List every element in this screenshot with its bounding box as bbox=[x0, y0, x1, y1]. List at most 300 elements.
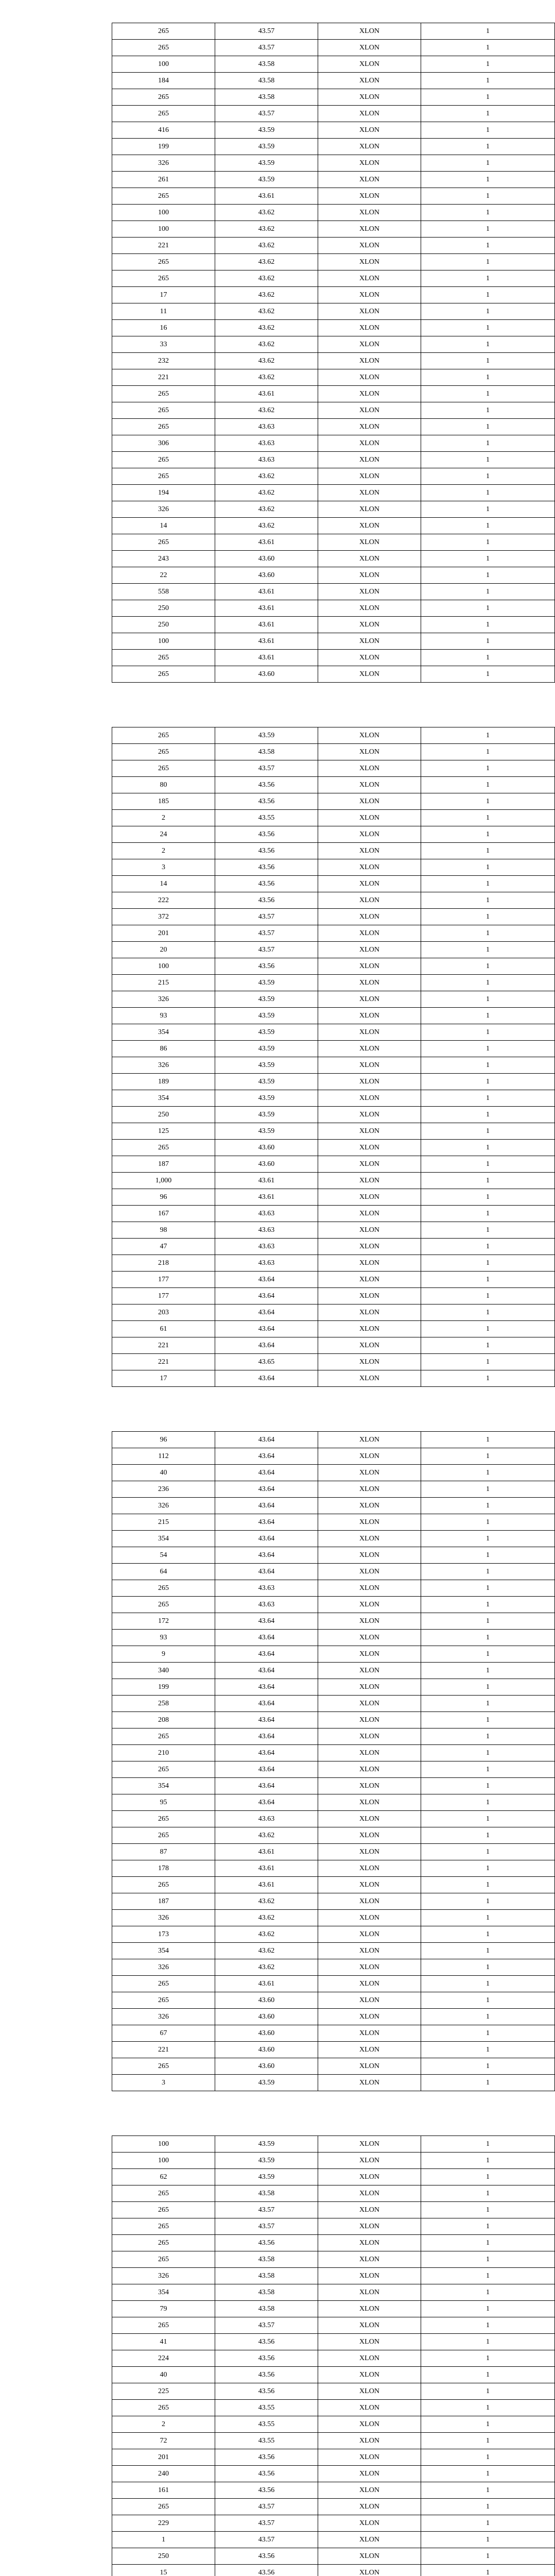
time-cell: 1 bbox=[421, 1123, 555, 1140]
price-cell: 43.57 bbox=[215, 909, 318, 925]
venue-cell: XLON bbox=[318, 2565, 421, 2576]
table-row bbox=[112, 238, 555, 254]
volume-cell: 265 bbox=[112, 452, 215, 468]
volume-cell: 15 bbox=[112, 2565, 215, 2576]
table-row bbox=[112, 2532, 555, 2548]
table-row bbox=[112, 1696, 555, 1712]
price-cell: 43.61 bbox=[215, 1844, 318, 1860]
table-row bbox=[112, 402, 555, 419]
table-row bbox=[112, 2153, 555, 2169]
venue-cell: XLON bbox=[318, 254, 421, 270]
table-row bbox=[112, 1255, 555, 1272]
table-row bbox=[112, 2301, 555, 2317]
table-row bbox=[112, 1926, 555, 1943]
venue-cell: XLON bbox=[318, 826, 421, 843]
table-row bbox=[112, 826, 555, 843]
table-row bbox=[112, 1712, 555, 1728]
table-row bbox=[112, 1564, 555, 1580]
table-row bbox=[112, 1432, 555, 1448]
time-cell: 1 bbox=[421, 2202, 555, 2218]
venue-cell: XLON bbox=[318, 2317, 421, 2334]
time-cell: 1 bbox=[421, 1107, 555, 1123]
volume-cell: 80 bbox=[112, 777, 215, 793]
volume-cell: 41 bbox=[112, 2334, 215, 2350]
venue-cell: XLON bbox=[318, 452, 421, 468]
table-row bbox=[112, 1008, 555, 1024]
price-cell: 43.59 bbox=[215, 1008, 318, 1024]
venue-cell: XLON bbox=[318, 942, 421, 958]
table-row bbox=[112, 1959, 555, 1976]
price-cell: 43.61 bbox=[215, 534, 318, 551]
volume-cell: 98 bbox=[112, 1222, 215, 1239]
time-cell: 1 bbox=[421, 810, 555, 826]
table-row bbox=[112, 2317, 555, 2334]
venue-cell: XLON bbox=[318, 1761, 421, 1778]
table-row bbox=[112, 760, 555, 777]
table-row bbox=[112, 859, 555, 876]
volume-cell: 177 bbox=[112, 1288, 215, 1304]
table-row bbox=[112, 485, 555, 501]
time-cell: 1 bbox=[421, 2515, 555, 2532]
venue-cell: XLON bbox=[318, 56, 421, 73]
time-cell: 1 bbox=[421, 106, 555, 122]
time-cell: 1 bbox=[421, 1893, 555, 1910]
price-cell: 43.61 bbox=[215, 633, 318, 650]
table-row bbox=[112, 925, 555, 942]
time-cell: 1 bbox=[421, 666, 555, 683]
price-cell: 43.60 bbox=[215, 2025, 318, 2042]
venue-cell: XLON bbox=[318, 2301, 421, 2317]
venue-cell: XLON bbox=[318, 2202, 421, 2218]
venue-cell: XLON bbox=[318, 1926, 421, 1943]
volume-cell: 218 bbox=[112, 1255, 215, 1272]
table-row bbox=[112, 2284, 555, 2301]
volume-cell: 185 bbox=[112, 793, 215, 810]
price-cell: 43.57 bbox=[215, 40, 318, 56]
time-cell: 1 bbox=[421, 1498, 555, 1514]
price-cell: 43.56 bbox=[215, 843, 318, 859]
time-cell: 1 bbox=[421, 2449, 555, 2466]
volume-cell: 265 bbox=[112, 1580, 215, 1597]
price-cell: 43.63 bbox=[215, 419, 318, 435]
time-cell: 1 bbox=[421, 876, 555, 892]
volume-cell: 33 bbox=[112, 336, 215, 353]
volume-cell: 1 bbox=[112, 2532, 215, 2548]
volume-cell: 3 bbox=[112, 859, 215, 876]
time-cell: 1 bbox=[421, 23, 555, 40]
volume-cell: 326 bbox=[112, 2009, 215, 2025]
volume-cell: 265 bbox=[112, 1140, 215, 1156]
table-row bbox=[112, 2235, 555, 2251]
price-cell: 43.64 bbox=[215, 1531, 318, 1547]
table-row bbox=[112, 155, 555, 172]
price-cell: 43.62 bbox=[215, 518, 318, 534]
venue-cell: XLON bbox=[318, 270, 421, 287]
venue-cell: XLON bbox=[318, 1514, 421, 1531]
time-cell: 1 bbox=[421, 617, 555, 633]
time-cell: 1 bbox=[421, 826, 555, 843]
venue-cell: XLON bbox=[318, 600, 421, 617]
time-cell: 1 bbox=[421, 1613, 555, 1630]
time-cell: 1 bbox=[421, 1156, 555, 1173]
venue-cell: XLON bbox=[318, 1712, 421, 1728]
time-cell: 1 bbox=[421, 2025, 555, 2042]
venue-cell: XLON bbox=[318, 1992, 421, 2009]
price-cell: 43.59 bbox=[215, 2153, 318, 2169]
volume-cell: 20 bbox=[112, 942, 215, 958]
time-cell: 1 bbox=[421, 1465, 555, 1481]
time-cell: 1 bbox=[421, 942, 555, 958]
price-cell: 43.56 bbox=[215, 2482, 318, 2499]
price-cell: 43.59 bbox=[215, 1090, 318, 1107]
table-row bbox=[112, 2367, 555, 2383]
table-row bbox=[112, 727, 555, 744]
price-cell: 43.62 bbox=[215, 336, 318, 353]
price-cell: 43.62 bbox=[215, 1827, 318, 1844]
venue-cell: XLON bbox=[318, 1156, 421, 1173]
volume-cell: 265 bbox=[112, 1728, 215, 1745]
price-cell: 43.57 bbox=[215, 760, 318, 777]
table-row bbox=[112, 1288, 555, 1304]
time-cell: 1 bbox=[421, 336, 555, 353]
volume-cell: 221 bbox=[112, 2042, 215, 2058]
venue-cell: XLON bbox=[318, 925, 421, 942]
volume-cell: 265 bbox=[112, 188, 215, 205]
volume-cell: 265 bbox=[112, 402, 215, 419]
venue-cell: XLON bbox=[318, 106, 421, 122]
venue-cell: XLON bbox=[318, 2251, 421, 2268]
volume-cell: 3 bbox=[112, 2075, 215, 2091]
time-cell: 1 bbox=[421, 2153, 555, 2169]
price-cell: 43.59 bbox=[215, 2075, 318, 2091]
table-row bbox=[112, 1844, 555, 1860]
time-cell: 1 bbox=[421, 1288, 555, 1304]
table-row bbox=[112, 303, 555, 320]
table-row bbox=[112, 518, 555, 534]
volume-cell: 64 bbox=[112, 1564, 215, 1580]
price-cell: 43.57 bbox=[215, 2202, 318, 2218]
venue-cell: XLON bbox=[318, 419, 421, 435]
price-cell: 43.60 bbox=[215, 2042, 318, 2058]
venue-cell: XLON bbox=[318, 2548, 421, 2565]
price-cell: 43.59 bbox=[215, 727, 318, 744]
venue-cell: XLON bbox=[318, 2235, 421, 2251]
table-row bbox=[112, 2268, 555, 2284]
price-cell: 43.64 bbox=[215, 1630, 318, 1646]
price-cell: 43.59 bbox=[215, 172, 318, 188]
time-cell: 1 bbox=[421, 567, 555, 584]
venue-cell: XLON bbox=[318, 1173, 421, 1189]
venue-cell: XLON bbox=[318, 122, 421, 139]
time-cell: 1 bbox=[421, 254, 555, 270]
price-cell: 43.62 bbox=[215, 238, 318, 254]
venue-cell: XLON bbox=[318, 650, 421, 666]
venue-cell: XLON bbox=[318, 353, 421, 369]
venue-cell: XLON bbox=[318, 2169, 421, 2185]
volume-cell: 100 bbox=[112, 205, 215, 221]
price-cell: 43.58 bbox=[215, 2268, 318, 2284]
time-cell: 1 bbox=[421, 744, 555, 760]
time-cell: 1 bbox=[421, 633, 555, 650]
venue-cell: XLON bbox=[318, 1564, 421, 1580]
price-cell: 43.59 bbox=[215, 1074, 318, 1090]
time-cell: 1 bbox=[421, 2433, 555, 2449]
price-cell: 43.58 bbox=[215, 2301, 318, 2317]
volume-cell: 177 bbox=[112, 1272, 215, 1288]
table-row bbox=[112, 73, 555, 89]
time-cell: 1 bbox=[421, 2334, 555, 2350]
table-row bbox=[112, 1893, 555, 1910]
venue-cell: XLON bbox=[318, 1663, 421, 1679]
volume-cell: 558 bbox=[112, 584, 215, 600]
time-cell: 1 bbox=[421, 1910, 555, 1926]
time-cell: 1 bbox=[421, 1663, 555, 1679]
venue-cell: XLON bbox=[318, 2350, 421, 2367]
time-cell: 1 bbox=[421, 205, 555, 221]
table-row bbox=[112, 810, 555, 826]
time-cell: 1 bbox=[421, 1481, 555, 1498]
volume-cell: 372 bbox=[112, 909, 215, 925]
volume-cell: 161 bbox=[112, 2482, 215, 2499]
venue-cell: XLON bbox=[318, 1272, 421, 1288]
table-row bbox=[112, 2400, 555, 2416]
price-cell: 43.57 bbox=[215, 23, 318, 40]
time-cell: 1 bbox=[421, 1370, 555, 1387]
price-cell: 43.59 bbox=[215, 1057, 318, 1074]
volume-cell: 340 bbox=[112, 1663, 215, 1679]
table-row bbox=[112, 1877, 555, 1893]
venue-cell: XLON bbox=[318, 1024, 421, 1041]
venue-cell: XLON bbox=[318, 1844, 421, 1860]
page-3 bbox=[0, 1431, 497, 2087]
volume-cell: 14 bbox=[112, 518, 215, 534]
volume-cell: 265 bbox=[112, 2185, 215, 2202]
time-cell: 1 bbox=[421, 1354, 555, 1370]
price-cell: 43.64 bbox=[215, 1696, 318, 1712]
time-cell: 1 bbox=[421, 419, 555, 435]
table-row bbox=[112, 2025, 555, 2042]
table-row bbox=[112, 386, 555, 402]
volume-cell: 265 bbox=[112, 1992, 215, 2009]
time-cell: 1 bbox=[421, 402, 555, 419]
volume-cell: 96 bbox=[112, 1432, 215, 1448]
price-cell: 43.56 bbox=[215, 2383, 318, 2400]
table-row bbox=[112, 1272, 555, 1288]
volume-cell: 265 bbox=[112, 270, 215, 287]
time-cell: 1 bbox=[421, 40, 555, 56]
table-row bbox=[112, 633, 555, 650]
time-cell: 1 bbox=[421, 485, 555, 501]
venue-cell: XLON bbox=[318, 2042, 421, 2058]
venue-cell: XLON bbox=[318, 2416, 421, 2433]
time-cell: 1 bbox=[421, 89, 555, 106]
volume-cell: 265 bbox=[112, 2400, 215, 2416]
venue-cell: XLON bbox=[318, 139, 421, 155]
price-cell: 43.61 bbox=[215, 188, 318, 205]
venue-cell: XLON bbox=[318, 1943, 421, 1959]
price-cell: 43.61 bbox=[215, 1860, 318, 1877]
volume-cell: 221 bbox=[112, 1337, 215, 1354]
table-row bbox=[112, 1448, 555, 1465]
table-row bbox=[112, 617, 555, 633]
venue-cell: XLON bbox=[318, 1432, 421, 1448]
table-row bbox=[112, 1827, 555, 1844]
trades-table-4 bbox=[112, 2136, 555, 2576]
table-row bbox=[112, 942, 555, 958]
table-row bbox=[112, 2416, 555, 2433]
price-cell: 43.56 bbox=[215, 958, 318, 975]
table-row bbox=[112, 744, 555, 760]
venue-cell: XLON bbox=[318, 2268, 421, 2284]
time-cell: 1 bbox=[421, 2350, 555, 2367]
volume-cell: 199 bbox=[112, 139, 215, 155]
volume-cell: 354 bbox=[112, 1090, 215, 1107]
venue-cell: XLON bbox=[318, 435, 421, 452]
table-row bbox=[112, 1498, 555, 1514]
price-cell: 43.64 bbox=[215, 1288, 318, 1304]
table-row bbox=[112, 419, 555, 435]
time-cell: 1 bbox=[421, 155, 555, 172]
price-cell: 43.64 bbox=[215, 1745, 318, 1761]
price-cell: 43.55 bbox=[215, 2433, 318, 2449]
table-row bbox=[112, 1337, 555, 1354]
venue-cell: XLON bbox=[318, 2185, 421, 2202]
time-cell: 1 bbox=[421, 1827, 555, 1844]
table-row bbox=[112, 2169, 555, 2185]
price-cell: 43.64 bbox=[215, 1432, 318, 1448]
venue-cell: XLON bbox=[318, 551, 421, 567]
volume-cell: 86 bbox=[112, 1041, 215, 1057]
table-row bbox=[112, 2075, 555, 2091]
venue-cell: XLON bbox=[318, 1008, 421, 1024]
volume-cell: 194 bbox=[112, 485, 215, 501]
price-cell: 43.62 bbox=[215, 402, 318, 419]
table-row bbox=[112, 1239, 555, 1255]
volume-cell: 265 bbox=[112, 2202, 215, 2218]
table-row bbox=[112, 2185, 555, 2202]
volume-cell: 14 bbox=[112, 876, 215, 892]
price-cell: 43.63 bbox=[215, 1206, 318, 1222]
venue-cell: XLON bbox=[318, 1646, 421, 1663]
volume-cell: 17 bbox=[112, 287, 215, 303]
venue-cell: XLON bbox=[318, 2433, 421, 2449]
table-row bbox=[112, 1860, 555, 1877]
table-row bbox=[112, 40, 555, 56]
venue-cell: XLON bbox=[318, 2466, 421, 2482]
time-cell: 1 bbox=[421, 287, 555, 303]
time-cell: 1 bbox=[421, 1597, 555, 1613]
volume-cell: 243 bbox=[112, 551, 215, 567]
venue-cell: XLON bbox=[318, 1745, 421, 1761]
time-cell: 1 bbox=[421, 1321, 555, 1337]
venue-cell: XLON bbox=[318, 2136, 421, 2153]
venue-cell: XLON bbox=[318, 1728, 421, 1745]
price-cell: 43.64 bbox=[215, 1514, 318, 1531]
price-cell: 43.59 bbox=[215, 2169, 318, 2185]
venue-cell: XLON bbox=[318, 617, 421, 633]
venue-cell: XLON bbox=[318, 1860, 421, 1877]
price-cell: 43.63 bbox=[215, 1811, 318, 1827]
volume-cell: 221 bbox=[112, 238, 215, 254]
price-cell: 43.63 bbox=[215, 1580, 318, 1597]
table-row bbox=[112, 2433, 555, 2449]
time-cell: 1 bbox=[421, 2251, 555, 2268]
venue-cell: XLON bbox=[318, 2367, 421, 2383]
time-cell: 1 bbox=[421, 1008, 555, 1024]
price-cell: 43.62 bbox=[215, 287, 318, 303]
time-cell: 1 bbox=[421, 1304, 555, 1321]
time-cell: 1 bbox=[421, 2367, 555, 2383]
venue-cell: XLON bbox=[318, 2449, 421, 2466]
venue-cell: XLON bbox=[318, 2515, 421, 2532]
time-cell: 1 bbox=[421, 1448, 555, 1465]
volume-cell: 100 bbox=[112, 2153, 215, 2169]
time-cell: 1 bbox=[421, 1531, 555, 1547]
price-cell: 43.59 bbox=[215, 975, 318, 991]
table-row bbox=[112, 534, 555, 551]
volume-cell: 265 bbox=[112, 2499, 215, 2515]
price-cell: 43.62 bbox=[215, 303, 318, 320]
time-cell: 1 bbox=[421, 2136, 555, 2153]
venue-cell: XLON bbox=[318, 876, 421, 892]
venue-cell: XLON bbox=[318, 1910, 421, 1926]
table-row bbox=[112, 270, 555, 287]
table-row bbox=[112, 2251, 555, 2268]
page-2 bbox=[0, 727, 497, 1382]
volume-cell: 250 bbox=[112, 2548, 215, 2565]
time-cell: 1 bbox=[421, 1041, 555, 1057]
venue-cell: XLON bbox=[318, 1448, 421, 1465]
volume-cell: 67 bbox=[112, 2025, 215, 2042]
table-row bbox=[112, 2350, 555, 2367]
time-cell: 1 bbox=[421, 1992, 555, 2009]
price-cell: 43.58 bbox=[215, 2185, 318, 2202]
volume-cell: 265 bbox=[112, 2235, 215, 2251]
price-cell: 43.64 bbox=[215, 1679, 318, 1696]
table-row bbox=[112, 1041, 555, 1057]
venue-cell: XLON bbox=[318, 1255, 421, 1272]
volume-cell: 265 bbox=[112, 650, 215, 666]
time-cell: 1 bbox=[421, 1959, 555, 1976]
volume-cell: 265 bbox=[112, 727, 215, 744]
table-row bbox=[112, 254, 555, 270]
volume-cell: 203 bbox=[112, 1304, 215, 1321]
volume-cell: 199 bbox=[112, 1679, 215, 1696]
venue-cell: XLON bbox=[318, 1613, 421, 1630]
time-cell: 1 bbox=[421, 600, 555, 617]
table-row bbox=[112, 1646, 555, 1663]
time-cell: 1 bbox=[421, 1728, 555, 1745]
table-row bbox=[112, 567, 555, 584]
volume-cell: 187 bbox=[112, 1893, 215, 1910]
venue-cell: XLON bbox=[318, 1337, 421, 1354]
time-cell: 1 bbox=[421, 760, 555, 777]
table-row bbox=[112, 1778, 555, 1794]
volume-cell: 326 bbox=[112, 2268, 215, 2284]
table-row bbox=[112, 221, 555, 238]
volume-cell: 9 bbox=[112, 1646, 215, 1663]
page-4 bbox=[0, 2136, 497, 2576]
venue-cell: XLON bbox=[318, 1189, 421, 1206]
venue-cell: XLON bbox=[318, 760, 421, 777]
price-cell: 43.62 bbox=[215, 1943, 318, 1959]
price-cell: 43.63 bbox=[215, 1222, 318, 1239]
table-row bbox=[112, 2466, 555, 2482]
table-row bbox=[112, 1745, 555, 1761]
price-cell: 43.64 bbox=[215, 1794, 318, 1811]
time-cell: 1 bbox=[421, 793, 555, 810]
table-row bbox=[112, 2515, 555, 2532]
